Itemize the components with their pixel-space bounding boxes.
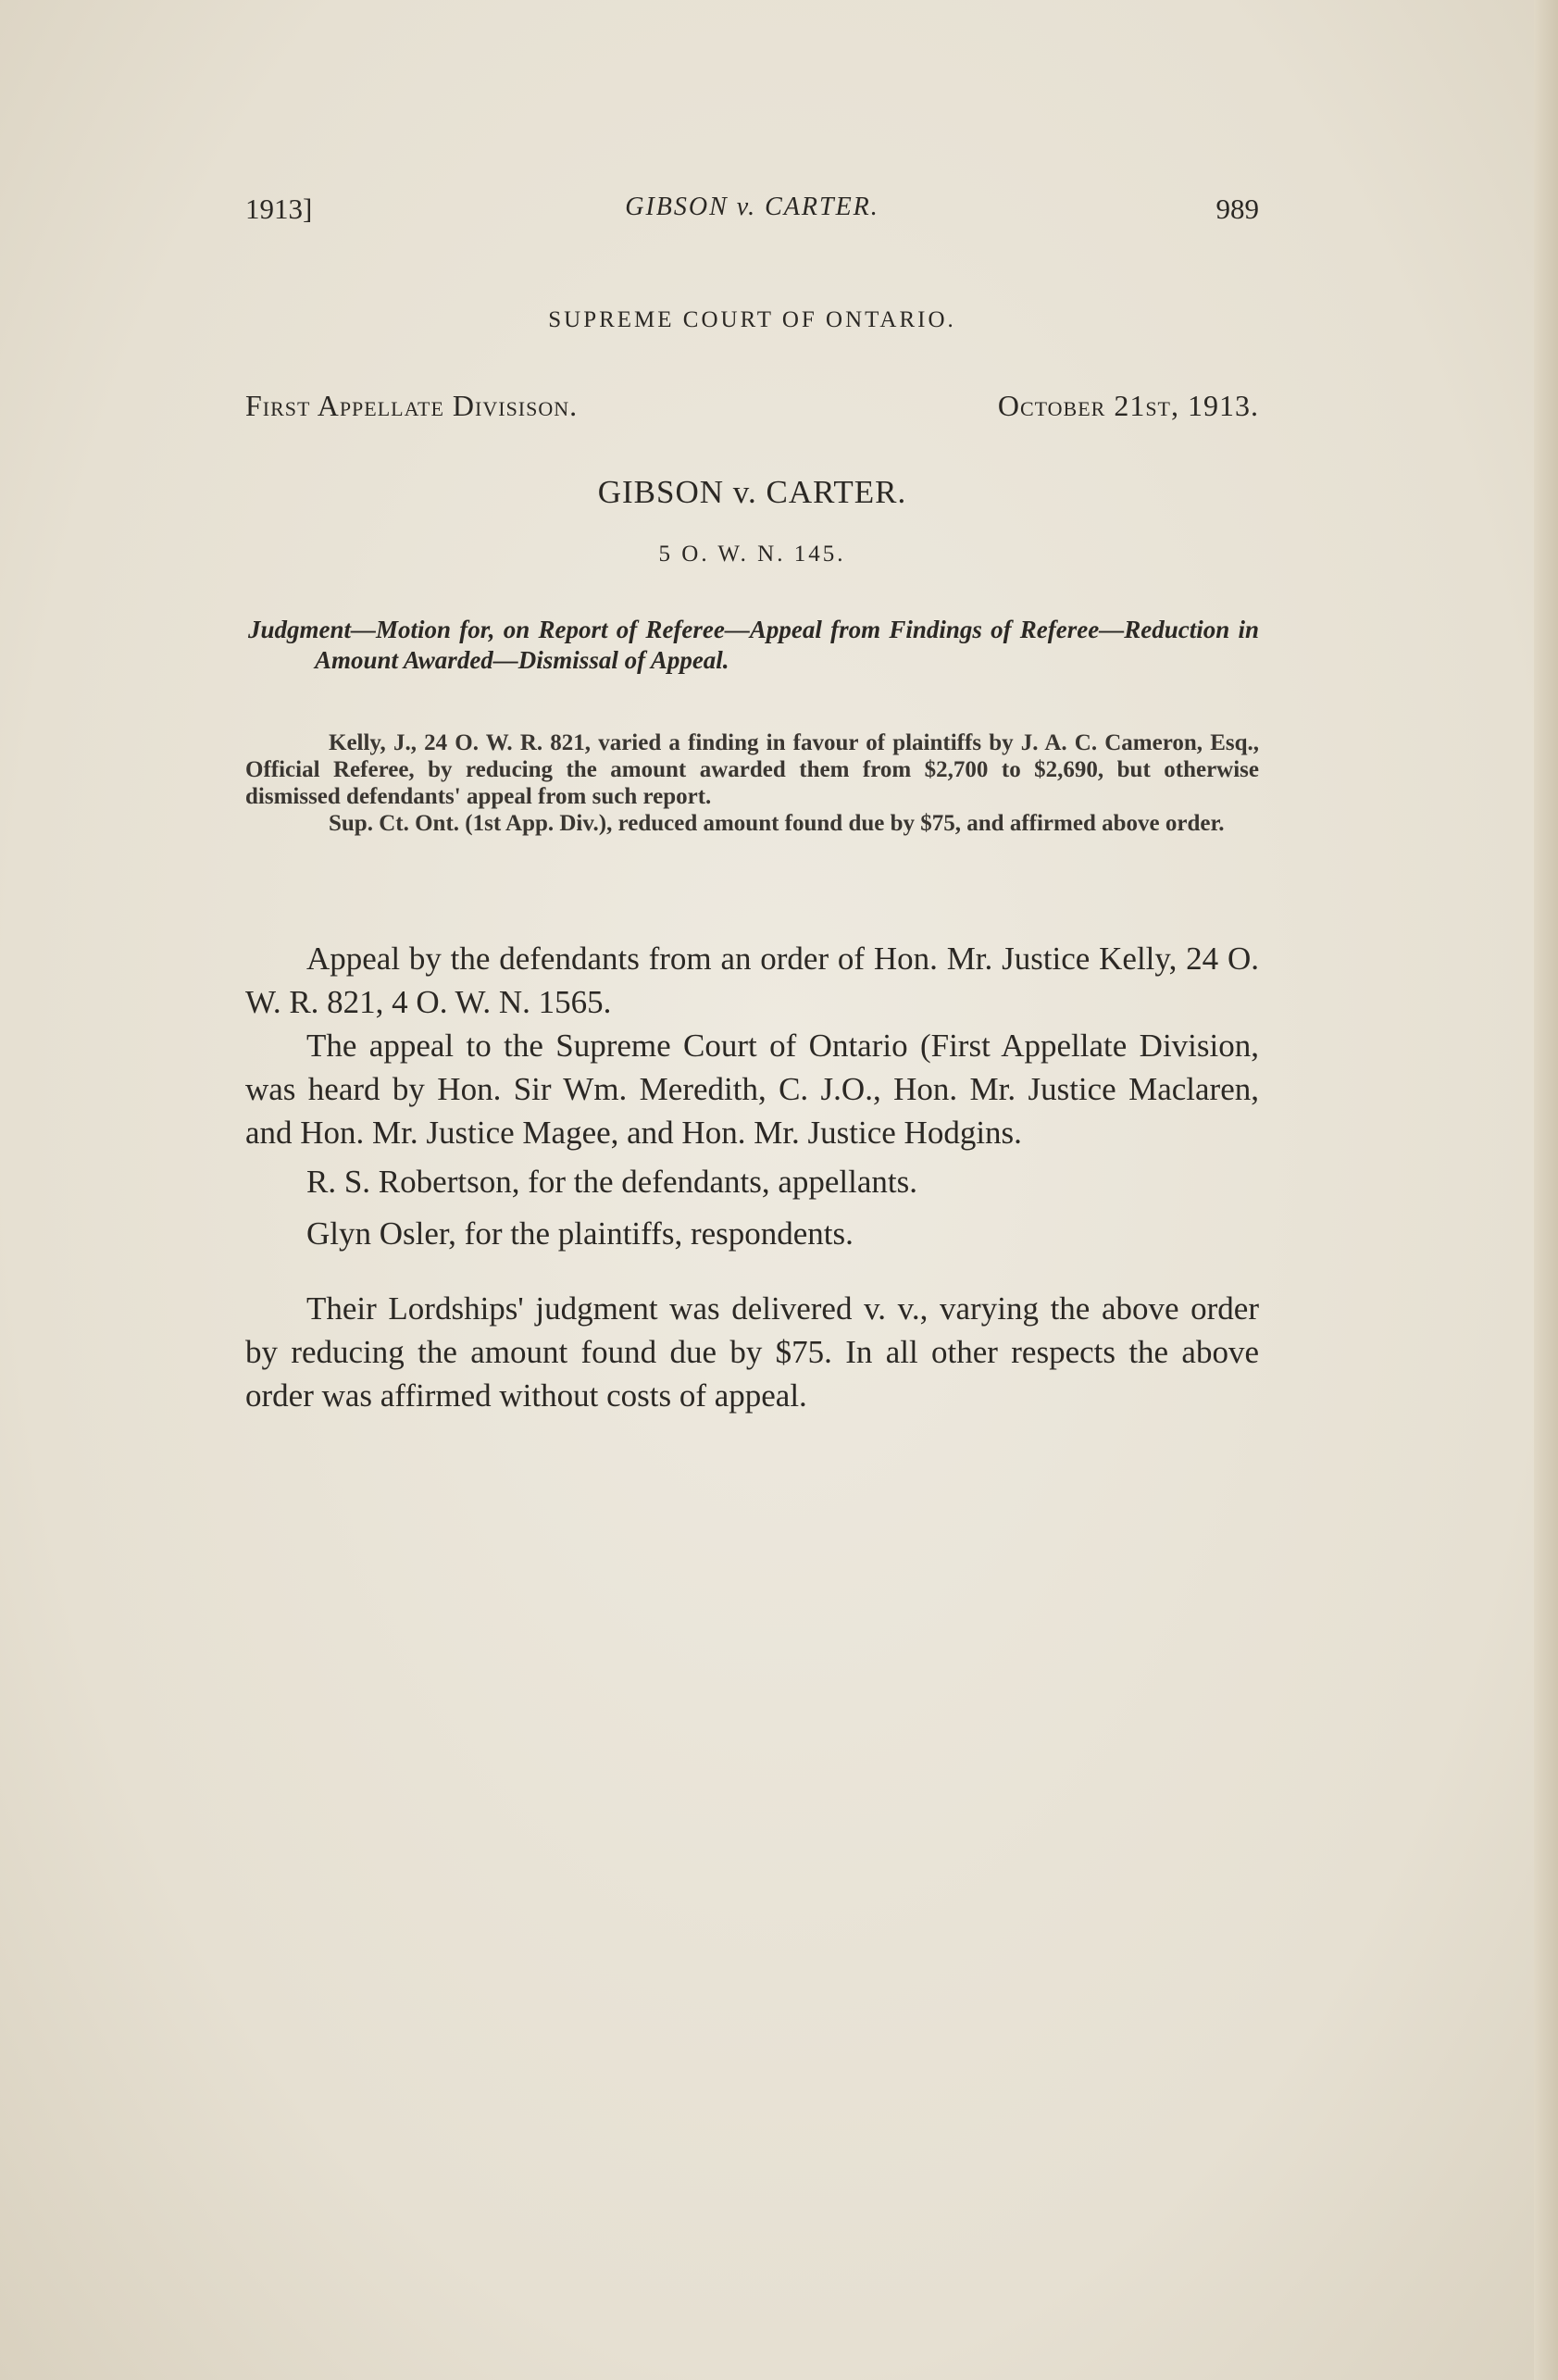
page-edge — [1534, 0, 1558, 2380]
summary-paragraph: Sup. Ct. Ont. (1st App. Div.), reduced amount found due by $75, and affirmed above order. — [329, 811, 1225, 836]
division-line — [245, 389, 1259, 426]
page-number: 989 — [1215, 193, 1259, 225]
running-head-year: 1913] — [245, 193, 313, 225]
case-summary — [245, 729, 1259, 837]
case-title: GIBSON v. CARTER. — [597, 474, 907, 510]
division-name: First Appellate Divisison. — [245, 389, 579, 422]
report-body — [245, 937, 1259, 1417]
running-head-title: GIBSON v. CARTER. — [625, 193, 879, 221]
case-citation: 5 O. W. N. 145. — [658, 542, 846, 567]
running-head — [245, 193, 1259, 230]
hearing-paragraph: The appeal to the Supreme Court of Ontario (First Appellate Division, was heard by Hon. Sir Wm. Meredith, C. J.O., Hon. Mr. Justice Maclaren, and Hon. Mr. Justice Magee, and Hon. Mr. Justice Hodgins. — [245, 1028, 1259, 1151]
judgment-paragraph: Their Lordships' judgment was delivered v. v., varying the above order by reducing the amount found due by $75. In all other respects the above order was affirmed without costs of appeal. — [245, 1290, 1259, 1414]
summary-paragraph: Kelly, J., 24 O. W. R. 821, varied a finding in favour of plaintiffs by J. A. C. Cameron, Esq., Official Referee, by reducing the amount awarded them from $2,700 to $2,690, but otherwise dismissed defendants' appeal from such report. — [245, 730, 1259, 809]
headnote: Judgment—Motion for, on Report of Referee—Appeal from Findings of Referee—Reduction in Amount Awarded—Dismissal of Appeal. — [248, 616, 1259, 674]
decision-date: October 21st, 1913. — [997, 389, 1259, 422]
counsel-defendants: R. S. Robertson, for the defendants, appellants. — [306, 1164, 918, 1200]
counsel-plaintiffs: Glyn Osler, for the plaintiffs, respondents. — [306, 1215, 854, 1252]
appeal-paragraph: Appeal by the defendants from an order of Hon. Mr. Justice Kelly, 24 O. W. R. 821, 4 O. W. N. 1565. — [245, 941, 1259, 1020]
court-name: SUPREME COURT OF ONTARIO. — [548, 307, 956, 332]
